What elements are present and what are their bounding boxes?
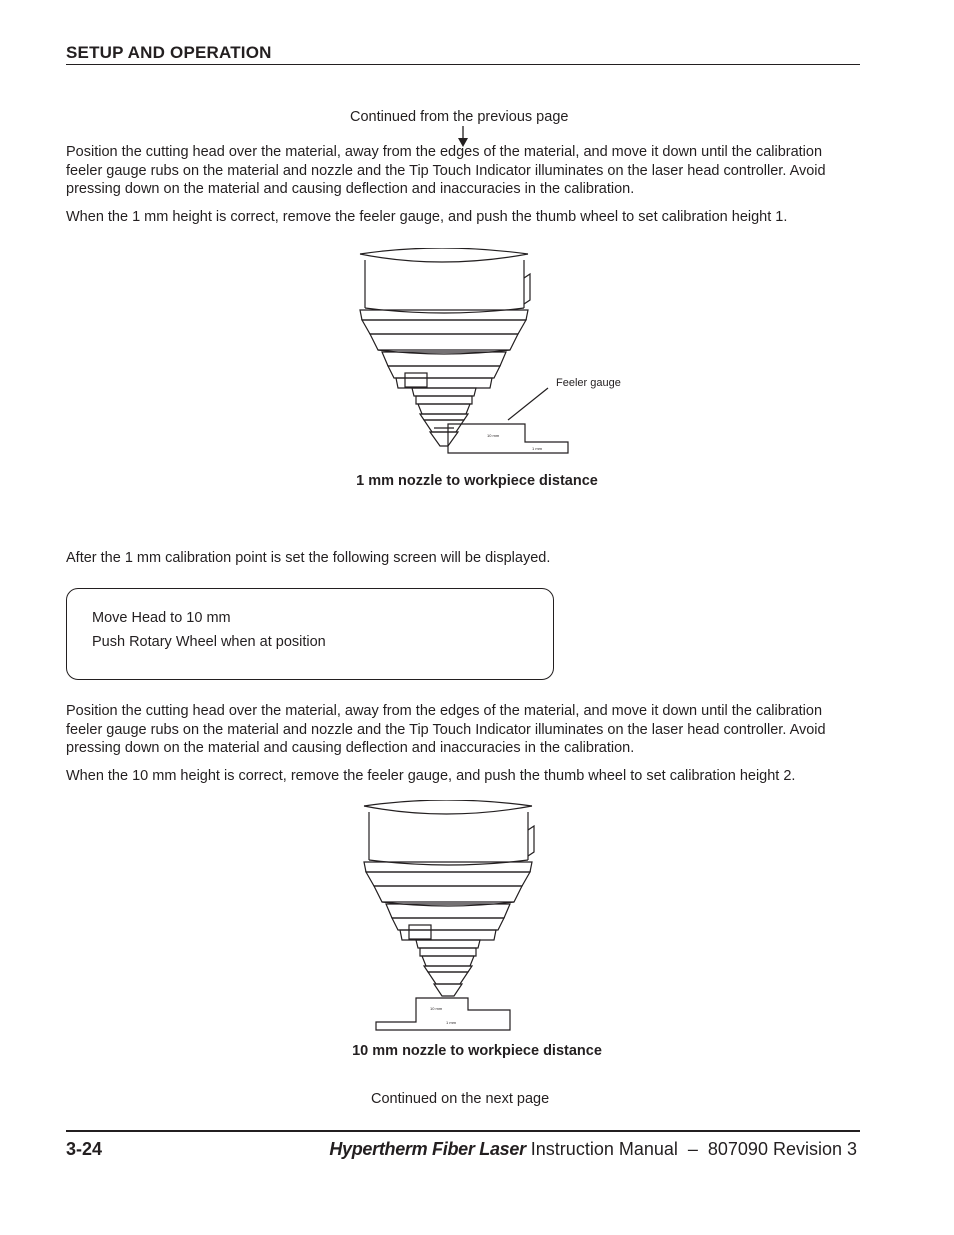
footer-title	[329, 1139, 857, 1160]
screen-line-2: Push Rotary Wheel when at position	[92, 634, 326, 650]
gauge-mark-small: 1 mm	[446, 1020, 456, 1025]
gauge-mark-large: 10 mm	[487, 433, 500, 438]
footer-brand: Hypertherm Fiber Laser	[329, 1139, 526, 1159]
instruction-paragraph: When the 10 mm height is correct, remove the feeler gauge, and push the thumb wheel to set calibration height 2.	[66, 768, 796, 784]
page-number: 3-24	[66, 1139, 103, 1159]
cutting-head-figure-1mm	[350, 248, 640, 466]
footer-divider	[66, 1130, 860, 1132]
instruction-paragraph: When the 1 mm height is correct, remove the feeler gauge, and push the thumb wheel to set calibration height 1.	[66, 209, 788, 225]
transition-paragraph: After the 1 mm calibration point is set the following screen will be displayed.	[66, 550, 551, 566]
footer-manual: Instruction Manual – 807090 Revision 3	[525, 1139, 857, 1159]
figure-caption: 1 mm nozzle to workpiece distance	[356, 473, 598, 489]
instruction-paragraph: Position the cutting head over the material, away from the edges of the material, and move it down until the calibration feeler gauge rubs on the material and nozzle and the Tip Touch Indicator illuminates on the laser head controller. Avoid pressing down on the material and causing deflection and inaccuracies in the calibration.	[66, 144, 826, 197]
screen-line-1: Move Head to 10 mm	[92, 610, 231, 626]
gauge-mark-large: 10 mm	[430, 1006, 443, 1011]
feeler-gauge-label: Feeler gauge	[556, 377, 621, 389]
instruction-paragraph: Position the cutting head over the material, away from the edges of the material, and move it down until the calibration feeler gauge rubs on the material and nozzle and the Tip Touch Indicator illuminates on the laser head controller. Avoid pressing down on the material and causing deflection and inaccuracies in the calibration.	[66, 703, 826, 756]
gauge-mark-small: 1 mm	[532, 446, 542, 451]
continued-from-text: Continued from the previous page	[350, 109, 569, 125]
continued-next-text: Continued on the next page	[371, 1091, 550, 1107]
figure-caption: 10 mm nozzle to workpiece distance	[352, 1043, 602, 1059]
header-divider	[66, 64, 860, 65]
section-title: SETUP AND OPERATION	[66, 43, 272, 62]
cutting-head-figure-10mm	[350, 800, 550, 1036]
